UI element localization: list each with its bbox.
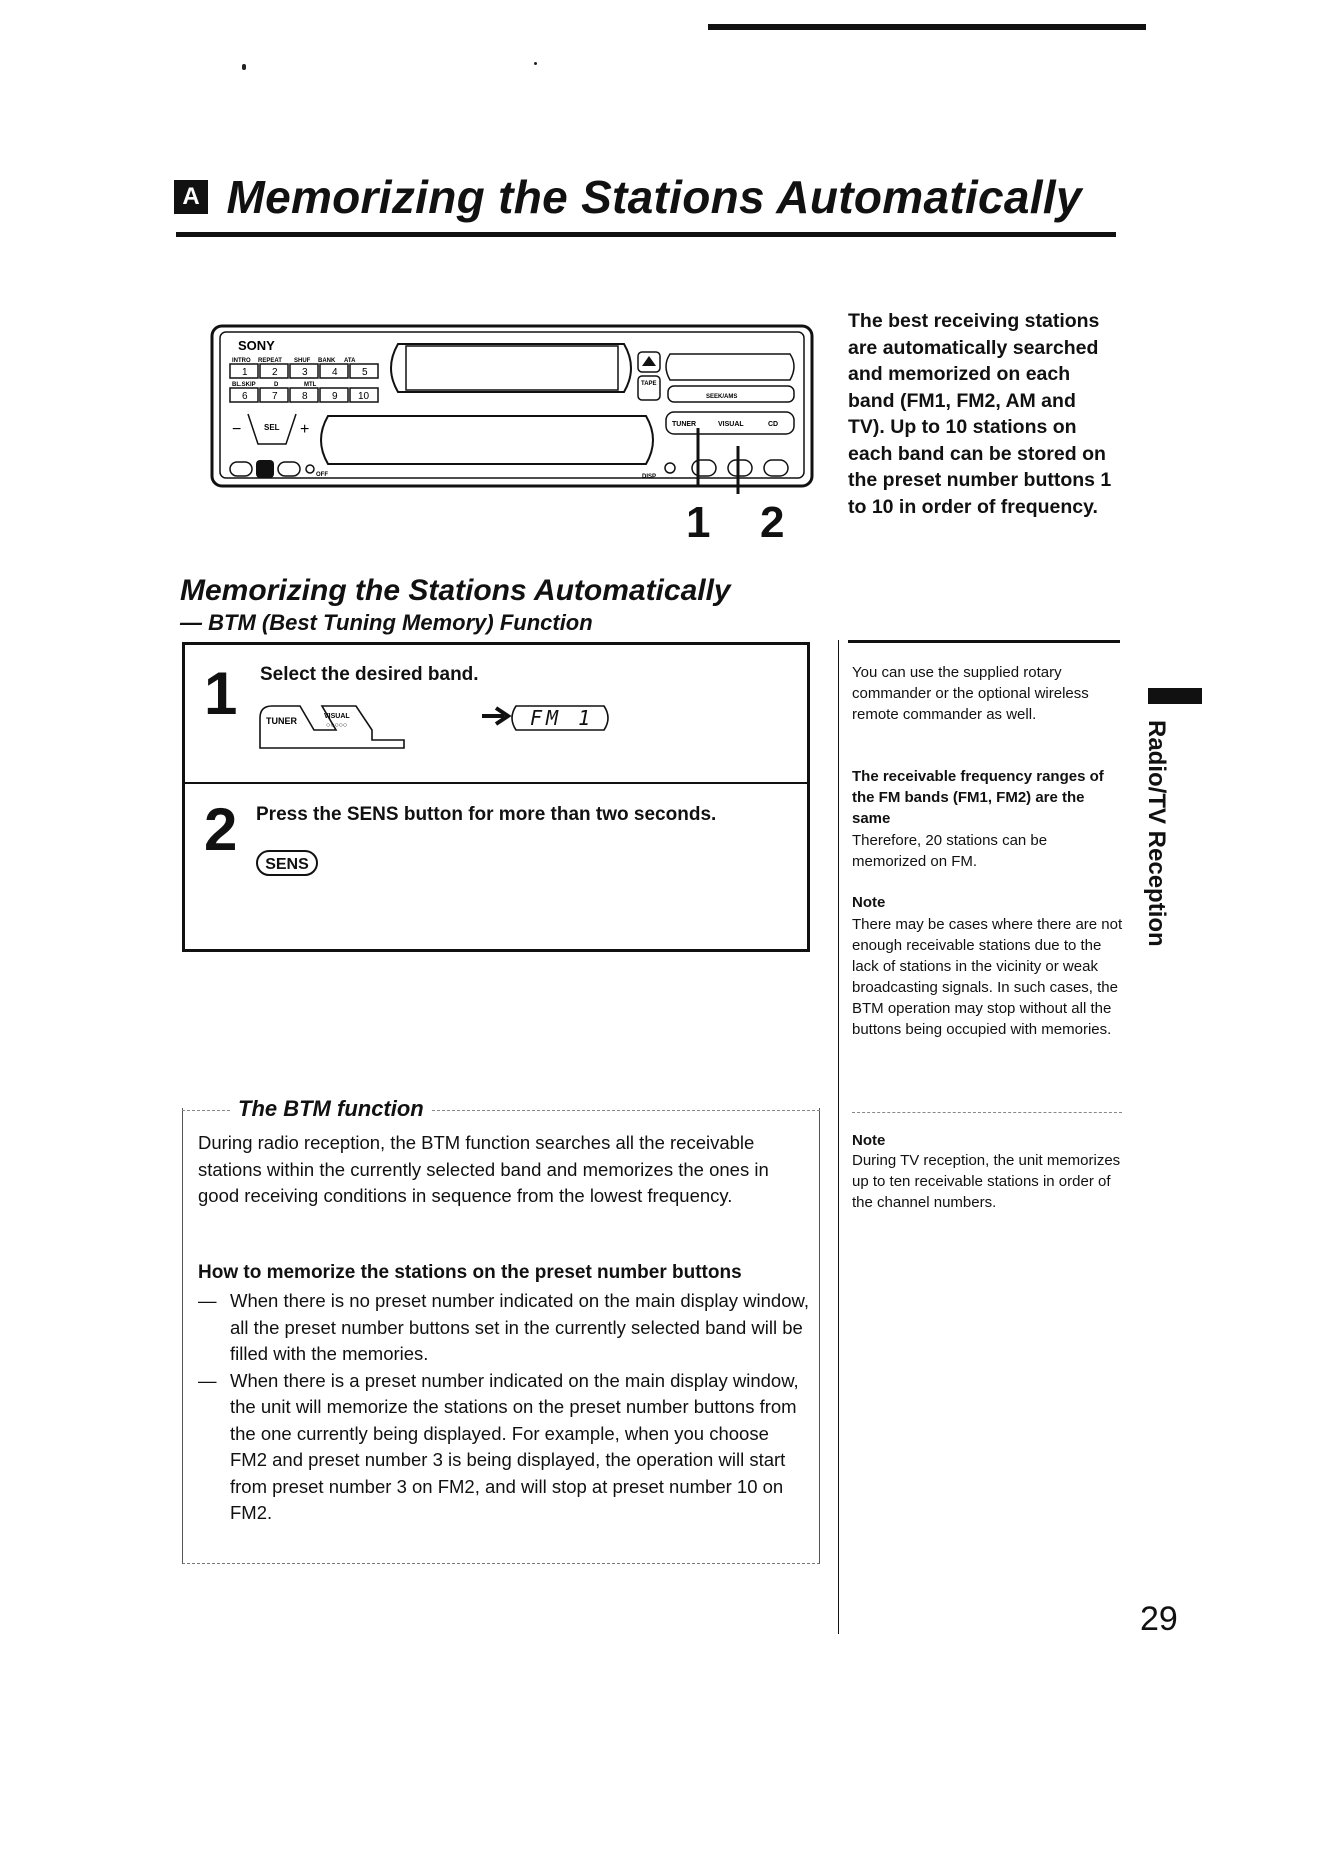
btm-howto-heading: How to memorize the stations on the preset number buttons	[198, 1262, 742, 1283]
column-vertical-rule	[838, 640, 839, 1634]
steps-box	[182, 642, 810, 952]
btm-howto-list	[198, 1288, 810, 1527]
disp-label: DISP	[642, 474, 657, 480]
note-divider	[852, 1112, 1122, 1113]
list-item-text: When there is a preset number indicated on the main display window, the unit will memorize the stations on the preset number buttons from the one currently being displayed. For example, when you choose FM2 and preset number 3 is being displayed, the operation will start from preset number 3 on FM2, and will stop at preset number 10 on FM2.	[230, 1369, 799, 1523]
page-number: 29	[1140, 1600, 1178, 1638]
callout-2: 2	[760, 498, 785, 547]
note-1-heading: Note	[852, 894, 886, 911]
minus-label: −	[232, 421, 242, 438]
tuner-visual-button-illustration	[256, 700, 416, 752]
intro-label: INTRO	[232, 358, 251, 364]
page-header	[174, 170, 1082, 224]
preset-2: 2	[272, 367, 278, 378]
preset-3: 3	[302, 367, 308, 378]
step-tuner-label: TUNER	[266, 716, 297, 726]
list-item	[198, 1288, 810, 1368]
preset-7: 7	[272, 391, 278, 402]
preset-6: 6	[242, 391, 248, 402]
seek-ams-label: SEEK/AMS	[706, 394, 738, 400]
intro-paragraph: The best receiving stations are automatically searched and memorized on each band (FM1, FM2, AM and TV). Up to 10 stations on each band can be stored on the preset number buttons 1 to 10 in order of frequency.	[848, 310, 1112, 518]
display-readout: FM 1	[530, 706, 595, 730]
shuf-label: SHUF	[294, 358, 311, 364]
scan-speck	[242, 64, 246, 70]
off-label: OFF	[316, 472, 328, 478]
tape-label: TAPE	[641, 381, 657, 387]
step-2-number: 2	[204, 796, 238, 863]
step-2-text: Press the SENS button for more than two seconds.	[256, 804, 717, 825]
blskip-label: BL.SKIP	[232, 382, 256, 388]
title-underline	[176, 232, 1116, 237]
section-subheading: — BTM (Best Tuning Memory) Function	[180, 610, 593, 635]
column-rule	[848, 640, 1120, 643]
list-item-text: When there is no preset number indicated on the main display window, all the preset number buttons set in the currently selected band will be filled with the memories.	[230, 1290, 809, 1364]
callout-1: 1	[686, 498, 711, 547]
note-1-body: There may be cases where there are not enough receivable stations due to the lack of stations in the vicinity or weak broadcasting signals. In such cases, the BTM operation may stop without all the buttons being occupied with memories.	[852, 916, 1123, 1038]
btm-description: During radio reception, the BTM function searches all the receivable stations within the currently selected band and memorizes the ones in good receiving conditions in sequence from the lowest frequency.	[198, 1132, 769, 1206]
btm-box-title: The BTM function	[230, 1096, 432, 1122]
section-letter-badge: A	[174, 180, 208, 214]
chapter-tab-label	[1143, 720, 1174, 947]
sens-button-illustration: SENS	[256, 850, 318, 876]
step-visual-label: VISUAL	[324, 713, 350, 720]
cd-label: CD	[768, 421, 779, 428]
tuner-label: TUNER	[672, 421, 697, 428]
list-dash: —	[198, 1290, 217, 1311]
steps-divider	[185, 782, 807, 784]
chapter-tab-text: Radio/TV Reception	[1143, 720, 1170, 947]
note-2-body: During TV reception, the unit memorizes up to ten receivable stations in order of the channel numbers.	[852, 1152, 1121, 1211]
ata-label: ATA	[344, 358, 356, 364]
frequency-note-body: Therefore, 20 stations can be memorized on FM.	[852, 832, 1048, 870]
plus-label: +	[300, 421, 310, 438]
frequency-note-heading: The receivable frequency ranges of the FM bands (FM1, FM2) are the same	[852, 768, 1104, 827]
preset-1: 1	[242, 367, 248, 378]
preset-5: 5	[362, 367, 368, 378]
visual-label: VISUAL	[718, 421, 744, 428]
brand-label: SONY	[238, 338, 275, 353]
top-rule	[708, 24, 1146, 30]
step-1-text: Select the desired band.	[260, 664, 479, 685]
bank-label: BANK	[318, 358, 336, 364]
rotary-commander-note: You can use the supplied rotary commander or the optional wireless remote commander as well.	[852, 664, 1089, 723]
preset-10: 10	[358, 391, 370, 402]
page-title: Memorizing the Stations Automatically	[226, 171, 1082, 223]
sel-label: SEL	[264, 423, 280, 432]
chapter-tab-marker	[1148, 688, 1202, 704]
car-stereo-front-panel-illustration	[208, 318, 818, 498]
svg-text:○○○○○: ○○○○○	[326, 722, 348, 729]
list-item	[198, 1368, 810, 1527]
repeat-label: REPEAT	[258, 358, 282, 364]
section-heading: Memorizing the Stations Automatically	[180, 574, 731, 607]
preset-4: 4	[332, 367, 338, 378]
preset-9: 9	[332, 391, 338, 402]
note-2-heading: Note	[852, 1132, 886, 1149]
step-1-number: 1	[204, 660, 238, 727]
d-label: D	[274, 382, 279, 388]
list-dash: —	[198, 1369, 217, 1391]
scan-speck	[534, 62, 537, 65]
preset-8: 8	[302, 391, 308, 402]
mtl-label: MTL	[304, 382, 317, 388]
